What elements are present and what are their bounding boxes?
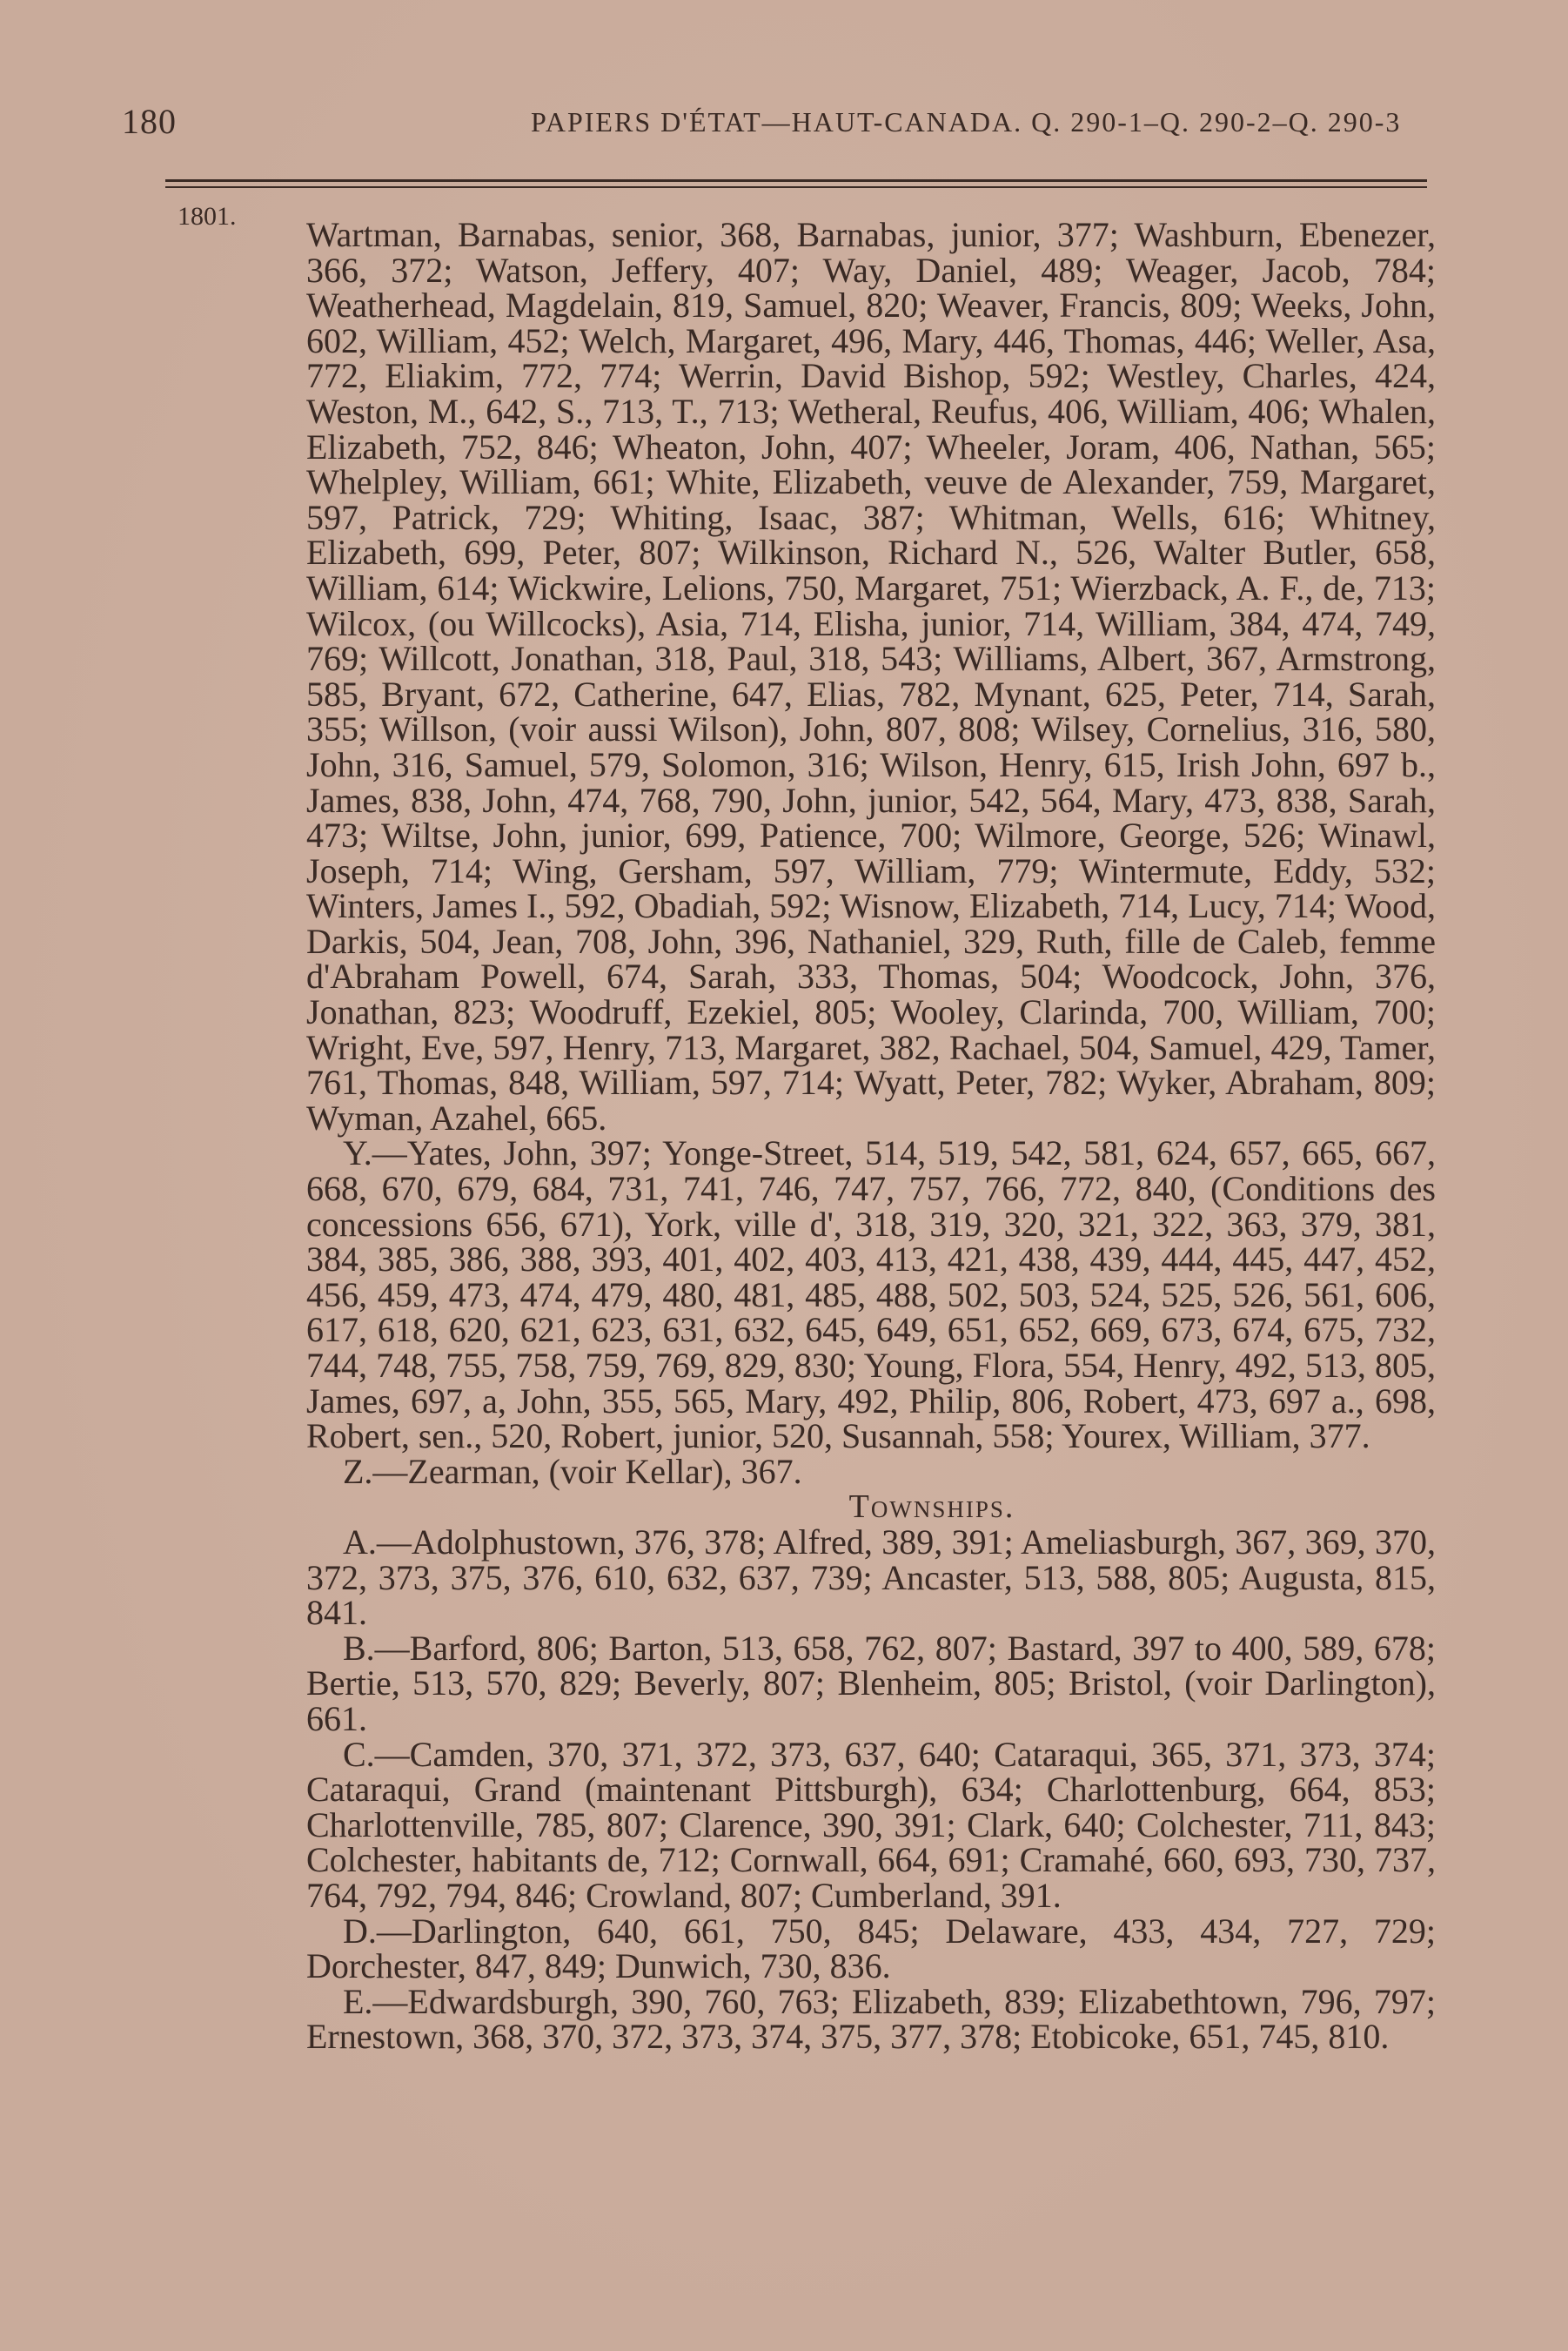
page-number: 180	[122, 102, 177, 141]
running-head: PAPIERS D'ÉTAT—HAUT-CANADA. Q. 290-1–Q. 290-2–Q. 290-3	[531, 106, 1402, 138]
township-paragraph-a: A.—Adolphustown, 376, 378; Alfred, 389, 391; Ameliasburgh, 367, 369, 370, 372, 373, 375, 376, 610, 632, 637, 739; Ancaster, 513, 588, 805; Augusta, 815, 841.	[306, 1521, 1436, 1633]
township-paragraph-b: B.—Barford, 806; Barton, 513, 658, 762, 807; Bastard, 397 to 400, 589, 678; Bertie, 513, 570, 829; Beverly, 807; Blenheim, 805; Bristol, (voir Darlington), 661.	[306, 1628, 1436, 1738]
township-paragraph-c: C.—Camden, 370, 371, 372, 373, 637, 640; Cataraqui, 365, 371, 373, 374; Cataraqui, Grand (maintenant Pittsburgh), 634; Charlottenburg, 664, 853; Charlottenville, 785, 807; Clarence, 390, 391; Clark, 640; Colchester, 711, 843; Colchester, habitants de, 712; Cornwall, 664, 691; Cramahé, 660, 693, 730, 737, 764, 792, 794, 846; Crowland, 807; Cumberland, 391.	[306, 1734, 1436, 1915]
header-rule-thick	[165, 179, 1427, 182]
index-paragraph-w: Wartman, Barnabas, senior, 368, Barnabas, junior, 377; Washburn, Ebenezer, 366, 372; Watson, Jeffery, 407; Way, Daniel, 489; Weager, Jacob, 784; Weatherhead, Magdelain, 819, Samuel, 820; Weaver, Francis, 809; Weeks, John, 602, William, 452; Welch, Margaret, 496, Mary, 446, Thomas, 446; Weller, Asa, 772, Eliakim, 772, 774; Werrin, David Bishop, 592; Westley, Charles, 424, Weston, M., 642, S., 713, T., 713; Wetheral, Reufus, 406, William, 406; Whalen, Elizabeth, 752, 846; Wheaton, John, 407; Wheeler, Joram, 406, Nathan, 565; Whelpley, William, 661; White, Elizabeth, veuve de Alexander, 759, Margaret, 597, Patrick, 729; Whiting, Isaac, 387; Whitman, Wells, 616; Whitney, Elizabeth, 699, Peter, 807; Wilkinson, Richard N., 526, Walter Butler, 658, William, 614; Wickwire, Lelions, 750, Margaret, 751; Wierzback, A. F., de, 713; Wilcox, (ou Willcocks), Asia, 714, Elisha, junior, 714, William, 384, 474, 749, 769; Willcott, Jonathan, 318, Paul, 318, 543; Williams, Albert, 367, Armstrong, 585, Bryant, 672, Catherine, 647, Elias, 782, Mynant, 625, Peter, 714, Sarah, 355; Willson, (voir aussi Wilson), John, 807, 808; Wilsey, Cornelius, 316, 580, John, 316, Samuel, 579, Solomon, 316; Wilson, Henry, 615, Irish John, 697 b., James, 838, John, 474, 768, 790, John, junior, 542, 564, Mary, 473, 838, Sarah, 473; Wiltse, John, junior, 699, Patience, 700; Wilmore, George, 526; Winawl, Joseph, 714; Wing, Gersham, 597, William, 779; Wintermute, Eddy, 532; Winters, James I., 592, Obadiah, 592; Wisnow, Elizabeth, 714, Lucy, 714; Wood, Darkis, 504, Jean, 708, John, 396, Nathaniel, 329, Ruth, fille de Caleb, femme d'Abraham Powell, 674, Sarah, 333, Thomas, 504; Woodcock, John, 376, Jonathan, 823; Woodruff, Ezekiel, 805; Wooley, Clarinda, 700, William, 700; Wright, Eve, 597, Henry, 713, Margaret, 382, Rachael, 504, Samuel, 429, Tamer, 761, Thomas, 848, William, 597, 714; Wyatt, Peter, 782; Wyker, Abraham, 809; Wyman, Azahel, 665.	[306, 215, 1436, 1138]
index-body	[306, 215, 1436, 2057]
township-paragraph-d: D.—Darlington, 640, 661, 750, 845; Delaware, 433, 434, 727, 729; Dorchester, 847, 849; Dunwich, 730, 836.	[306, 1911, 1436, 1986]
index-paragraph-y: Y.—Yates, John, 397; Yonge-Street, 514, 519, 542, 581, 624, 657, 665, 667, 668, 670, 679, 684, 731, 741, 746, 747, 757, 766, 772, 840, (Conditions des concessions 656, 671), York, ville d', 318, 319, 320, 321, 322, 363, 379, 381, 384, 385, 386, 388, 393, 401, 402, 403, 413, 421, 438, 439, 444, 445, 447, 452, 456, 459, 473, 474, 479, 480, 481, 485, 488, 502, 503, 524, 525, 526, 561, 606, 617, 618, 620, 621, 623, 631, 632, 645, 649, 651, 652, 669, 673, 674, 675, 732, 744, 748, 755, 758, 759, 769, 829, 830; Young, Flora, 554, Henry, 492, 513, 805, James, 697, a, John, 355, 565, Mary, 492, Philip, 806, Robert, 473, 697 a., 698, Robert, sen., 520, Robert, junior, 520, Susannah, 558; Yourex, William, 377.	[306, 1133, 1436, 1456]
index-paragraph-z: Z.—Zearman, (voir Kellar), 367.	[343, 1451, 802, 1491]
township-paragraph-e: E.—Edwardsburgh, 390, 760, 763; Elizabeth, 839; Elizabethtown, 796, 797; Ernestown, 368, 370, 372, 373, 374, 375, 377, 378; Etobicoke, 651, 745, 810.	[306, 1981, 1436, 2057]
section-title-townships: Townships.	[848, 1488, 1015, 1526]
header-rule-thin	[165, 186, 1427, 188]
year-label: 1801.	[178, 202, 237, 231]
page-header	[0, 101, 1568, 144]
